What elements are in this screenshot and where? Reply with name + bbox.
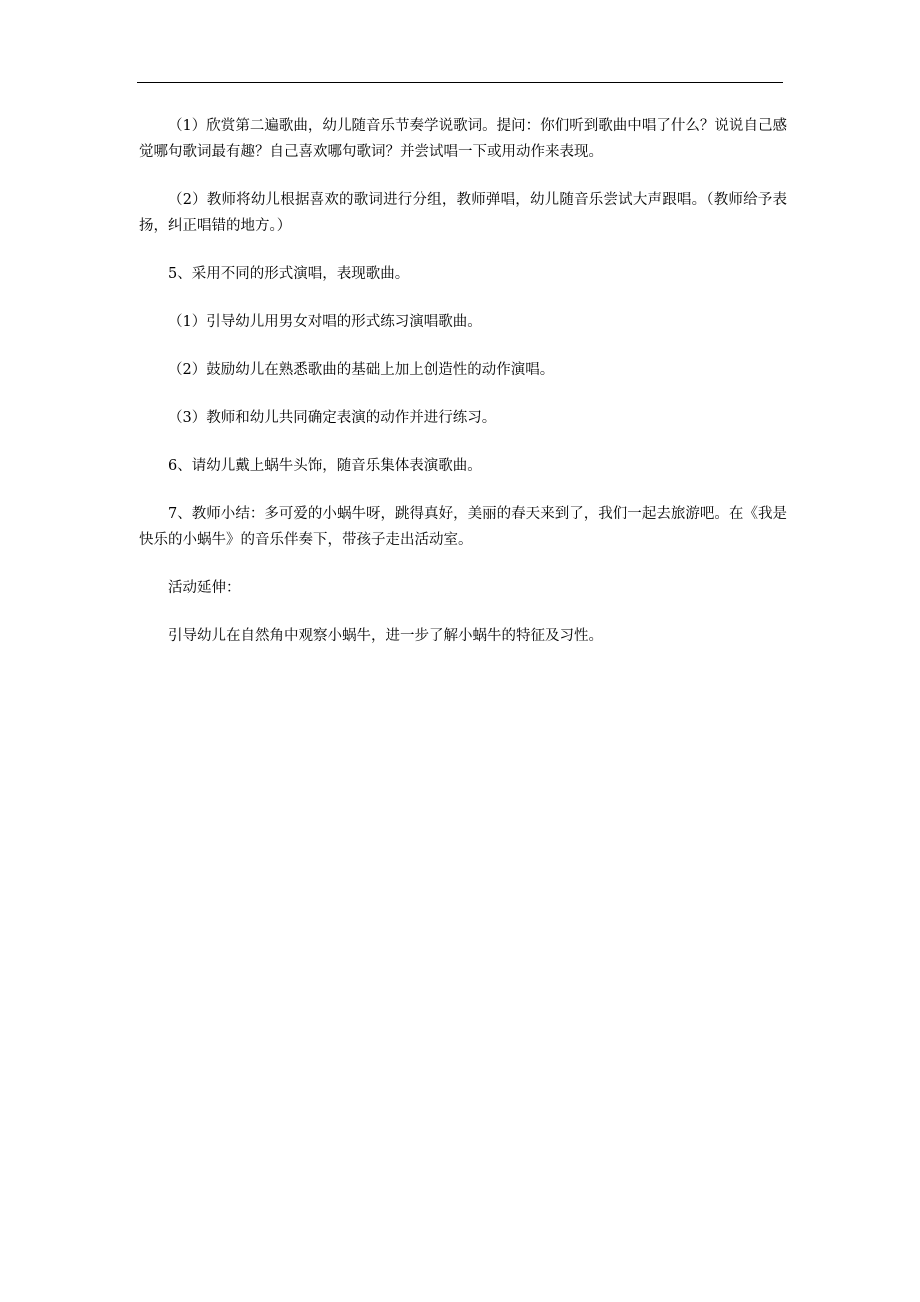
paragraph-step7: 7、教师小结：多可爱的小蜗牛呀，跳得真好，美丽的春天来到了，我们一起去旅游吧。在《我是快乐的小蜗牛》的音乐伴奏下，带孩子走出活动室。: [139, 506, 787, 548]
section-heading-extension: 活动延伸：: [168, 580, 241, 596]
paragraph-step5-sub3: （3）教师和幼儿共同确定表演的动作并进行练习。: [168, 410, 497, 426]
paragraph-step5-sub1: （1）引导幼儿用男女对唱的形式练习演唱歌曲。: [168, 314, 482, 330]
paragraph-step5-sub2: （2）鼓励幼儿在熟悉歌曲的基础上加上创造性的动作演唱。: [168, 362, 555, 378]
paragraph-step4-sub2: （2）教师将幼儿根据喜欢的歌词进行分组，教师弹唱，幼儿随音乐尝试大声跟唱。（教师给予表扬，纠正唱错的地方。）: [139, 192, 787, 234]
document-body: [139, 113, 787, 671]
paragraph-step6: 6、请幼儿戴上蜗牛头饰，随音乐集体表演歌曲。: [168, 458, 482, 474]
paragraph-extension: 引导幼儿在自然角中观察小蜗牛，进一步了解小蜗牛的特征及习性。: [168, 628, 603, 644]
paragraph-step5: 5、采用不同的形式演唱，表现歌曲。: [168, 266, 410, 282]
paragraph-step4-sub1: （1）欣赏第二遍歌曲，幼儿随音乐节奏学说歌词。提问：你们听到歌曲中唱了什么？说说自己感觉哪句歌词最有趣？自己喜欢哪句歌词？并尝试唱一下或用动作来表现。: [139, 118, 787, 160]
header-rule: [137, 82, 783, 83]
